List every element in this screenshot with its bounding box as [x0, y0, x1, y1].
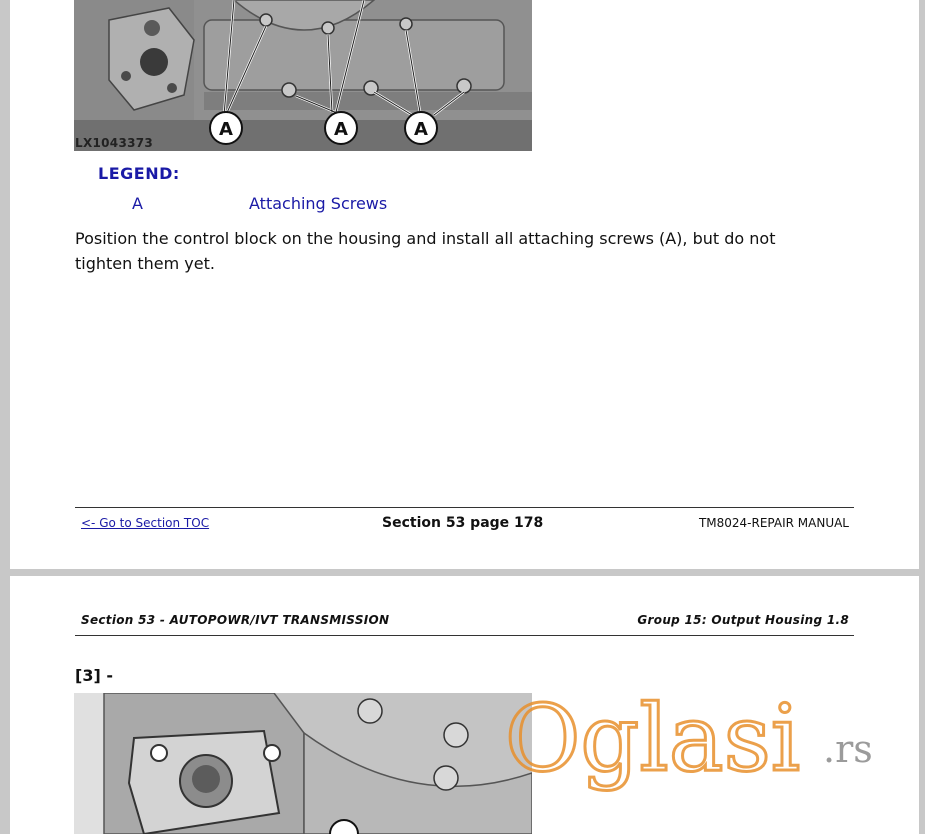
callout-a-2-label: A: [334, 119, 348, 140]
control-block-drawing: [74, 0, 532, 151]
footer-divider: [75, 507, 854, 508]
section-header: Section 53 - AUTOPOWR/IVT TRANSMISSION: [81, 613, 390, 627]
legend-title: LEGEND:: [98, 164, 180, 183]
manual-title: TM8024-REPAIR MANUAL: [698, 516, 849, 530]
callout-a-1-label: A: [219, 119, 233, 140]
oglasi-watermark-logo: [505, 682, 885, 792]
watermark-main: Oglasi: [505, 685, 801, 792]
manual-page-1: [10, 0, 919, 569]
output-housing-illustration: [74, 693, 532, 834]
control-block-illustration: [74, 0, 532, 151]
header-divider: [75, 635, 854, 636]
step-label: [3] -: [75, 666, 113, 685]
figure-code: LX1043373: [75, 136, 154, 150]
instruction-text: Position the control block on the housing and install all attaching screws (A), but do not tighten them yet.: [75, 229, 776, 273]
output-housing-drawing: [74, 693, 532, 834]
legend-item-desc: Attaching Screws: [249, 194, 388, 213]
callout-a-3-label: A: [414, 119, 428, 140]
group-header: Group 15: Output Housing 1.8: [637, 613, 849, 627]
section-toc-link[interactable]: <- Go to Section TOC: [81, 516, 210, 530]
watermark-suffix: .rs: [823, 727, 873, 771]
legend-item-key: A: [132, 194, 143, 213]
page-number: Section 53 page 178: [382, 515, 544, 531]
